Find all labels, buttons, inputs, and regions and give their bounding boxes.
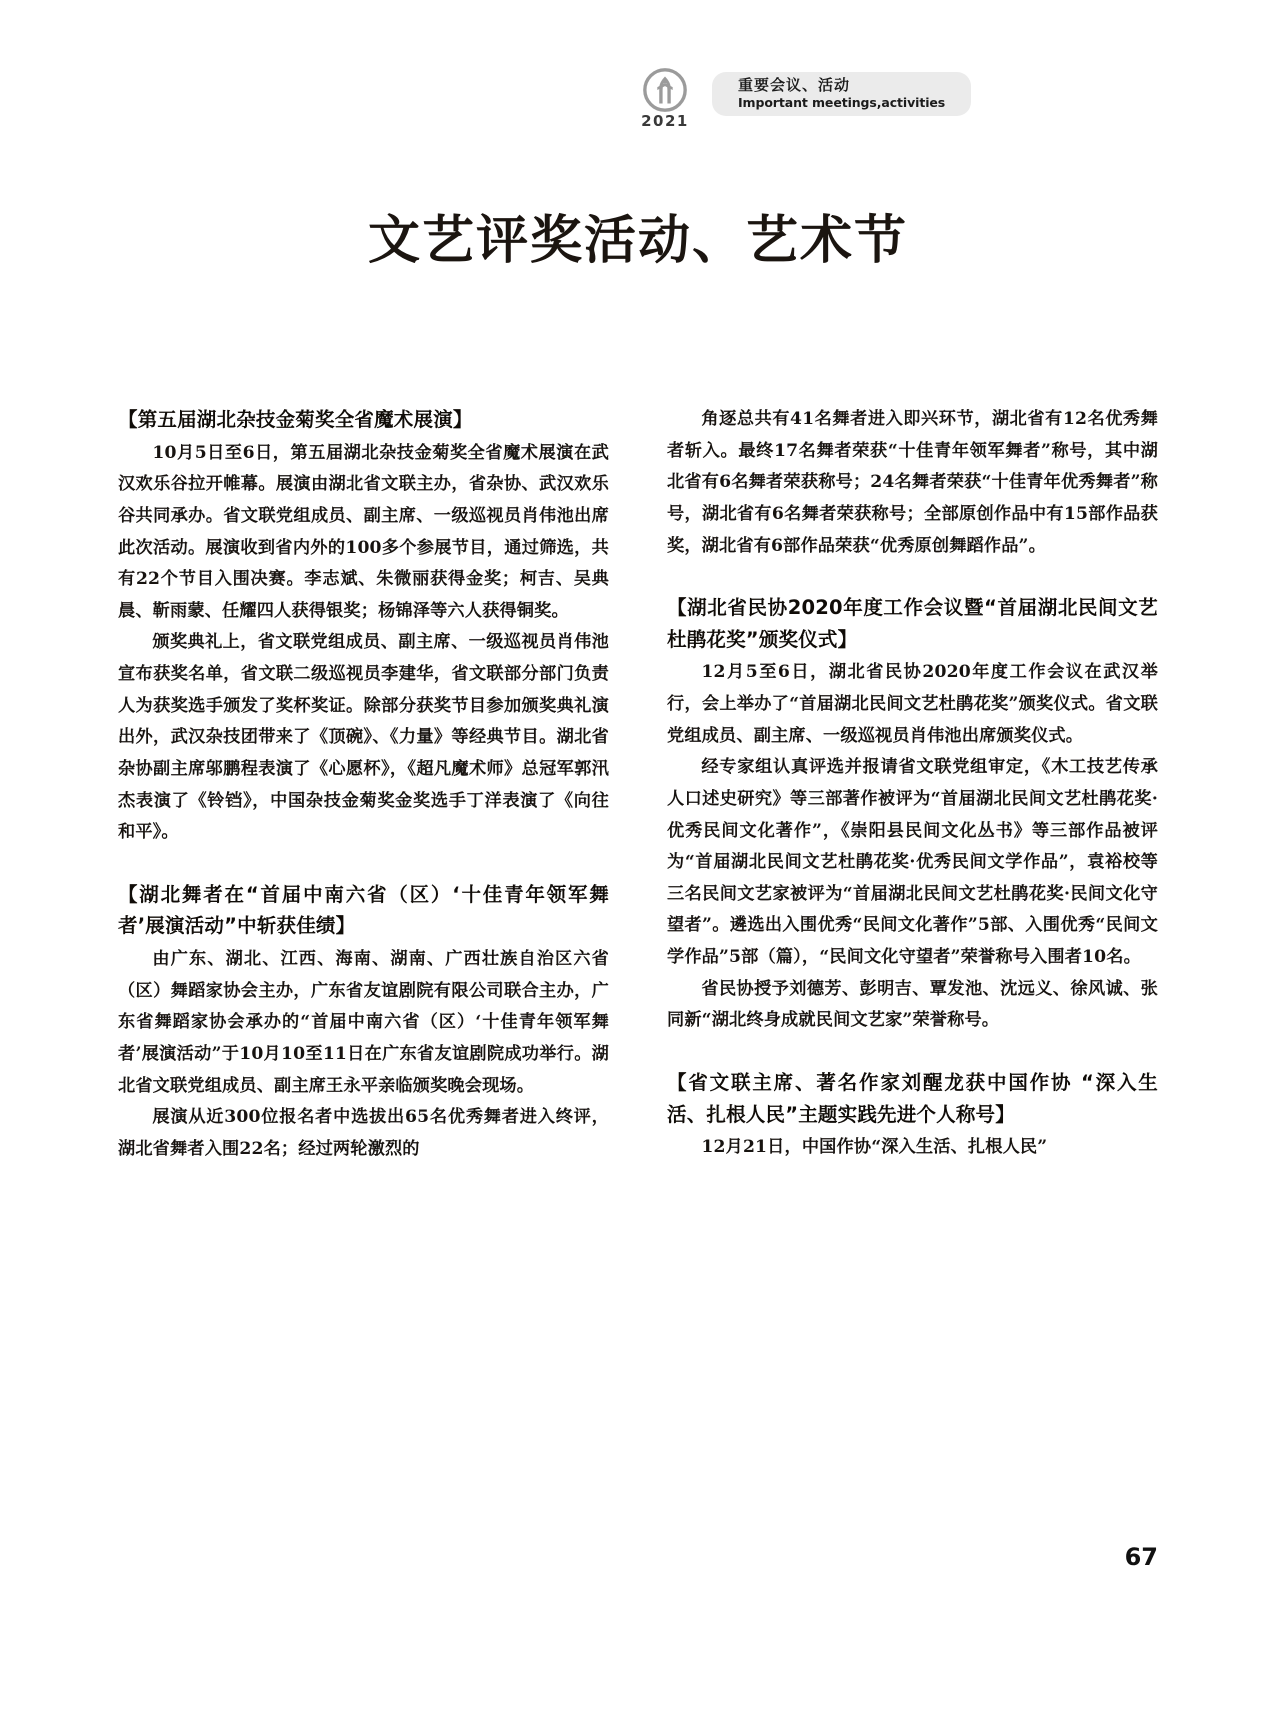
article-heading-magic-show: 【第五届湖北杂技金菊奖全省魔术展演】 bbox=[118, 408, 473, 431]
article-heading-dancers: 【湖北舞者在“首届中南六省（区）‘十佳青年领军舞者’展演活动”中斩获佳绩】 bbox=[118, 882, 609, 938]
article-columns bbox=[118, 404, 1158, 1464]
organization-emblem-icon bbox=[641, 66, 689, 114]
section-badge-en-label: Important meetings,activities bbox=[738, 95, 946, 111]
page-title: 文艺评奖活动、艺术节 bbox=[367, 210, 908, 271]
publication-logo bbox=[628, 66, 702, 136]
article-paragraph: 省民协授予刘德芳、彭明吉、覃发池、沈远义、徐风诚、张同新“湖北终身成就民间文艺家”荣誉称号。 bbox=[667, 978, 1158, 1031]
section-badge bbox=[712, 72, 971, 116]
article-heading-folk-arts-meeting: 【湖北省民协2020年度工作会议暨“首届湖北民间文艺杜鹃花奖”颁奖仪式】 bbox=[667, 596, 1158, 651]
article-paragraph-continued: 角逐总共有41名舞者进入即兴环节，湖北省有12名优秀舞者斩入。最终17名舞者荣获“十佳青年领军舞者”称号，其中湖北省有6名舞者荣获称号；24名舞者荣获“十佳青年优秀舞者”称号，湖北省有6名舞者荣获称号；全部原创作品中有15部作品获奖，湖北省有6部作品荣获“优秀原创舞蹈作品”。 bbox=[667, 409, 1158, 556]
page-number: 67 bbox=[1124, 1543, 1158, 1571]
page-header bbox=[0, 66, 1276, 136]
logo-year-label: 2021 bbox=[641, 112, 689, 130]
article-paragraph: 经专家组认真评选并报请省文联党组审定，《木工技艺传承人口述史研究》等三部著作被评为“首届湖北民间文艺杜鹃花奖·优秀民间文化著作”，《崇阳县民间文化丛书》等三部作品被评为“首届湖北民间文艺杜鹃花奖·优秀民间文学作品”，袁裕校等三名民间文艺家被评为“首届湖北民间文艺杜鹃花奖·民间文化守望者”。遴选出入围优秀“民间文化著作”5部、入围优秀“民间文学作品”5部（篇），“民间文化守望者”荣誉称号入围者10名。 bbox=[667, 757, 1158, 968]
section-badge-cn-label: 重要会议、活动 bbox=[738, 75, 851, 94]
article-paragraph: 12月21日，中国作协“深入生活、扎根人民” bbox=[701, 1137, 1048, 1158]
left-column bbox=[118, 404, 609, 1464]
header-inner bbox=[628, 66, 971, 136]
article-paragraph: 由广东、湖北、江西、海南、湖南、广西壮族自治区六省（区）舞蹈家协会主办，广东省友谊剧院有限公司联合主办，广东省舞蹈家协会承办的“首届中南六省（区）‘十佳青年领军舞者’展演活动”于10月10至11日在广东省友谊剧院成功举行。湖北省文联党组成员、副主席王永平亲临颁奖晚会现场。 bbox=[118, 949, 609, 1096]
article-heading-liu-xinglong: 【省文联主席、著名作家刘醒龙获中国作协 “深入生活、扎根人民”主题实践先进个人称号】 bbox=[667, 1071, 1158, 1126]
article-paragraph: 展演从近300位报名者中选拔出65名优秀舞者进入终评，湖北省舞者入围22名；经过两轮激烈的 bbox=[118, 1107, 609, 1159]
article-paragraph: 10月5日至6日，第五届湖北杂技金菊奖全省魔术展演在武汉欢乐谷拉开帷幕。展演由湖北省文联主办，省杂协、武汉欢乐谷共同承办。省文联党组成员、副主席、一级巡视员肖伟池出席此次活动。展演收到省内外的100多个参展节目，通过筛选，共有22个节目入围决赛。李志斌、朱微丽获得金奖；柯吉、吴典晨、靳雨蒙、任耀四人获得银奖；杨锦泽等六人获得铜奖。 bbox=[118, 442, 609, 621]
article-paragraph: 颁奖典礼上，省文联党组成员、副主席、一级巡视员肖伟池宣布获奖名单，省文联二级巡视员李建华，省文联部分部门负责人为获奖选手颁发了奖杯奖证。除部分获奖节目参加颁奖典礼演出外，武汉杂技团带来了《顶碗》、《力量》等经典节目。湖北省杂协副主席邬鹏程表演了《心愿杯》，《超凡魔术师》总冠军郭汛杰表演了《铃铛》，中国杂技金菊奖金奖选手丁洋表演了《向往和平》。 bbox=[118, 632, 609, 843]
right-column bbox=[667, 404, 1158, 1464]
article-paragraph: 12月5至6日，湖北省民协2020年度工作会议在武汉举行，会上举办了“首届湖北民间文艺杜鹃花奖”颁奖仪式。省文联党组成员、副主席、一级巡视员肖伟池出席颁奖仪式。 bbox=[667, 662, 1158, 746]
